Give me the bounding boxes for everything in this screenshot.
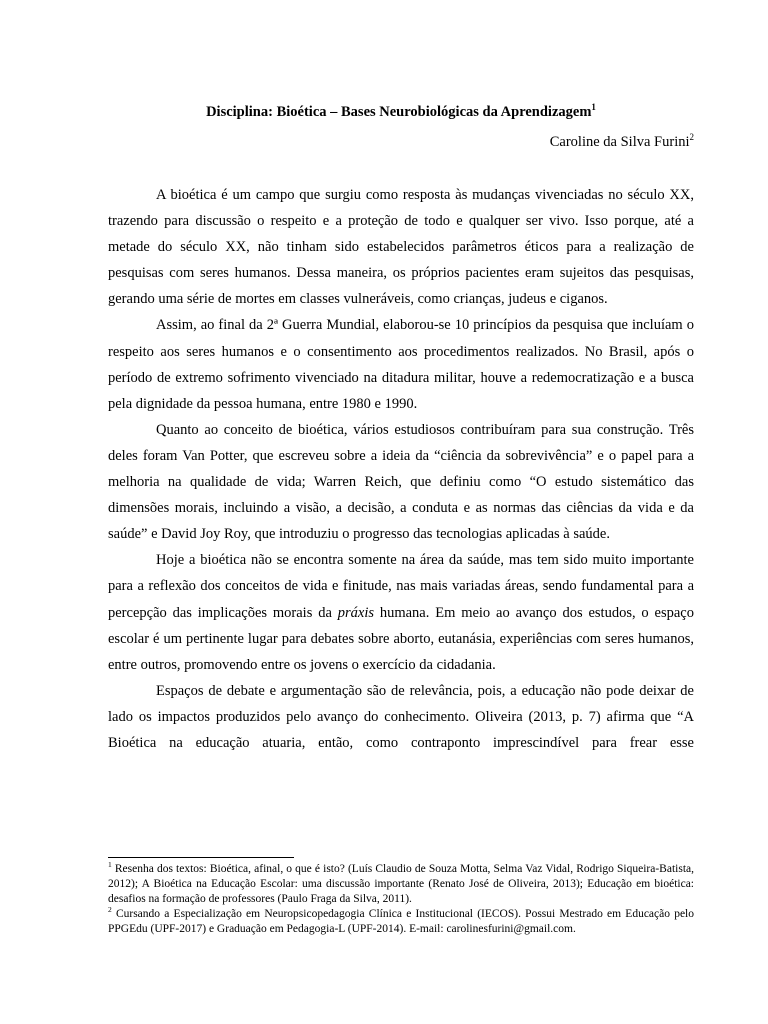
paragraph-4-text-after: humana. Em meio ao avanço dos estudos, o espaço escolar é um pertinente lugar para debates sobre aborto, eutanásia, experiências com seres humanos, entre outros, promovendo entre os jovens o exercício da cidadania. — [108, 604, 694, 673]
footnotes — [108, 862, 694, 937]
paragraph-1: A bioética é um campo que surgiu como resposta às mudanças vivenciadas no século XX, trazendo para discussão o respeito e a proteção de todo e qualquer ser vivo. Isso porque, até a metade do século XX, não tinham sido estabelecidos parâmetros éticos para a realização de pesquisas com seres humanos. Dessa maneira, os próprios pacientes eram sujeitos das pesquisas, gerando uma série de mortes em classes vulneráveis, como crianças, judeus e ciganos. — [108, 187, 694, 308]
footnote-1-text: Resenha dos textos: Bioética, afinal, o que é isto? (Luís Claudio de Souza Motta, Selma Vaz Vidal, Rodrigo Siqueira-Batista, 2012); A Bioética na Educação Escolar: uma discussão importante (Renato José de Oliveira, 2013); Educação em bioética: desafios na formação de professores (Paulo Fraga da Silva, 2011). — [108, 863, 694, 905]
footnote-separator — [108, 857, 294, 858]
italic-term-praxis: práxis — [337, 604, 374, 621]
paragraph-5: Espaços de debate e argumentação são de relevância, pois, a educação não pode deixar de lado os impactos produzidos pelo avanço do conhecimento. Oliveira (2013, p. 7) afirma que “A Bioética na educação atuaria, então, como contraponto imprescindível para frear esse — [108, 682, 694, 751]
title-text: Disciplina: Bioética – Bases Neurobiológicas da Aprendizagem — [206, 104, 592, 120]
paragraph-3: Quanto ao conceito de bioética, vários estudiosos contribuíram para sua construção. Três deles foram Van Potter, que escreveu sobre a ideia da “ciência da sobrevivência” e o papel para a melhoria na qualidade de vida; Warren Reich, que definiu como “O estudo sistemático das dimensões morais, incluindo a visão, a decisão, a conduta e as normas das ciências da vida e da saúde” e David Joy Roy, que introduziu o progresso das tecnologias aplicadas à saúde. — [108, 421, 694, 543]
footnote-2 — [108, 907, 694, 937]
paragraph-2: Assim, ao final da 2ª Guerra Mundial, elaborou-se 10 princípios da pesquisa que incluíam o respeito aos seres humanos e o consentimento aos procedimentos realizados. No Brasil, após o período de extremo sofrimento vivenciado na ditadura militar, houve a redemocratização e a busca pela dignidade da pessoa humana, entre 1980 e 1990. — [108, 317, 694, 412]
document-title — [108, 102, 694, 122]
footnote-1 — [108, 862, 694, 907]
author-footnote-marker: 2 — [689, 132, 694, 143]
paragraph-4 — [108, 547, 694, 677]
author-line — [108, 132, 694, 152]
body-text — [108, 182, 694, 756]
footnote-2-text: Cursando a Especialização em Neuropsicopedagogia Clínica e Institucional (IECOS). Possui Mestrado em Educação pelo PPGEdu (UPF-2017) e Graduação em Pedagogia-L (UPF-2014). E-mail: carolinesfurini@gmail.com. — [108, 908, 694, 935]
author-name: Caroline da Silva Furini — [549, 134, 690, 150]
paragraph-4-text-before: Hoje a bioética não se encontra somente na área da saúde, mas tem sido muito importante para a reflexão dos conceitos de vida e finitude, nas mais variadas áreas, sendo fundamental para a percepção das implicações morais da — [108, 552, 694, 621]
title-footnote-marker: 1 — [591, 102, 596, 113]
footnote-2-marker: 2 — [108, 905, 112, 915]
footnote-1-marker: 1 — [108, 860, 112, 870]
